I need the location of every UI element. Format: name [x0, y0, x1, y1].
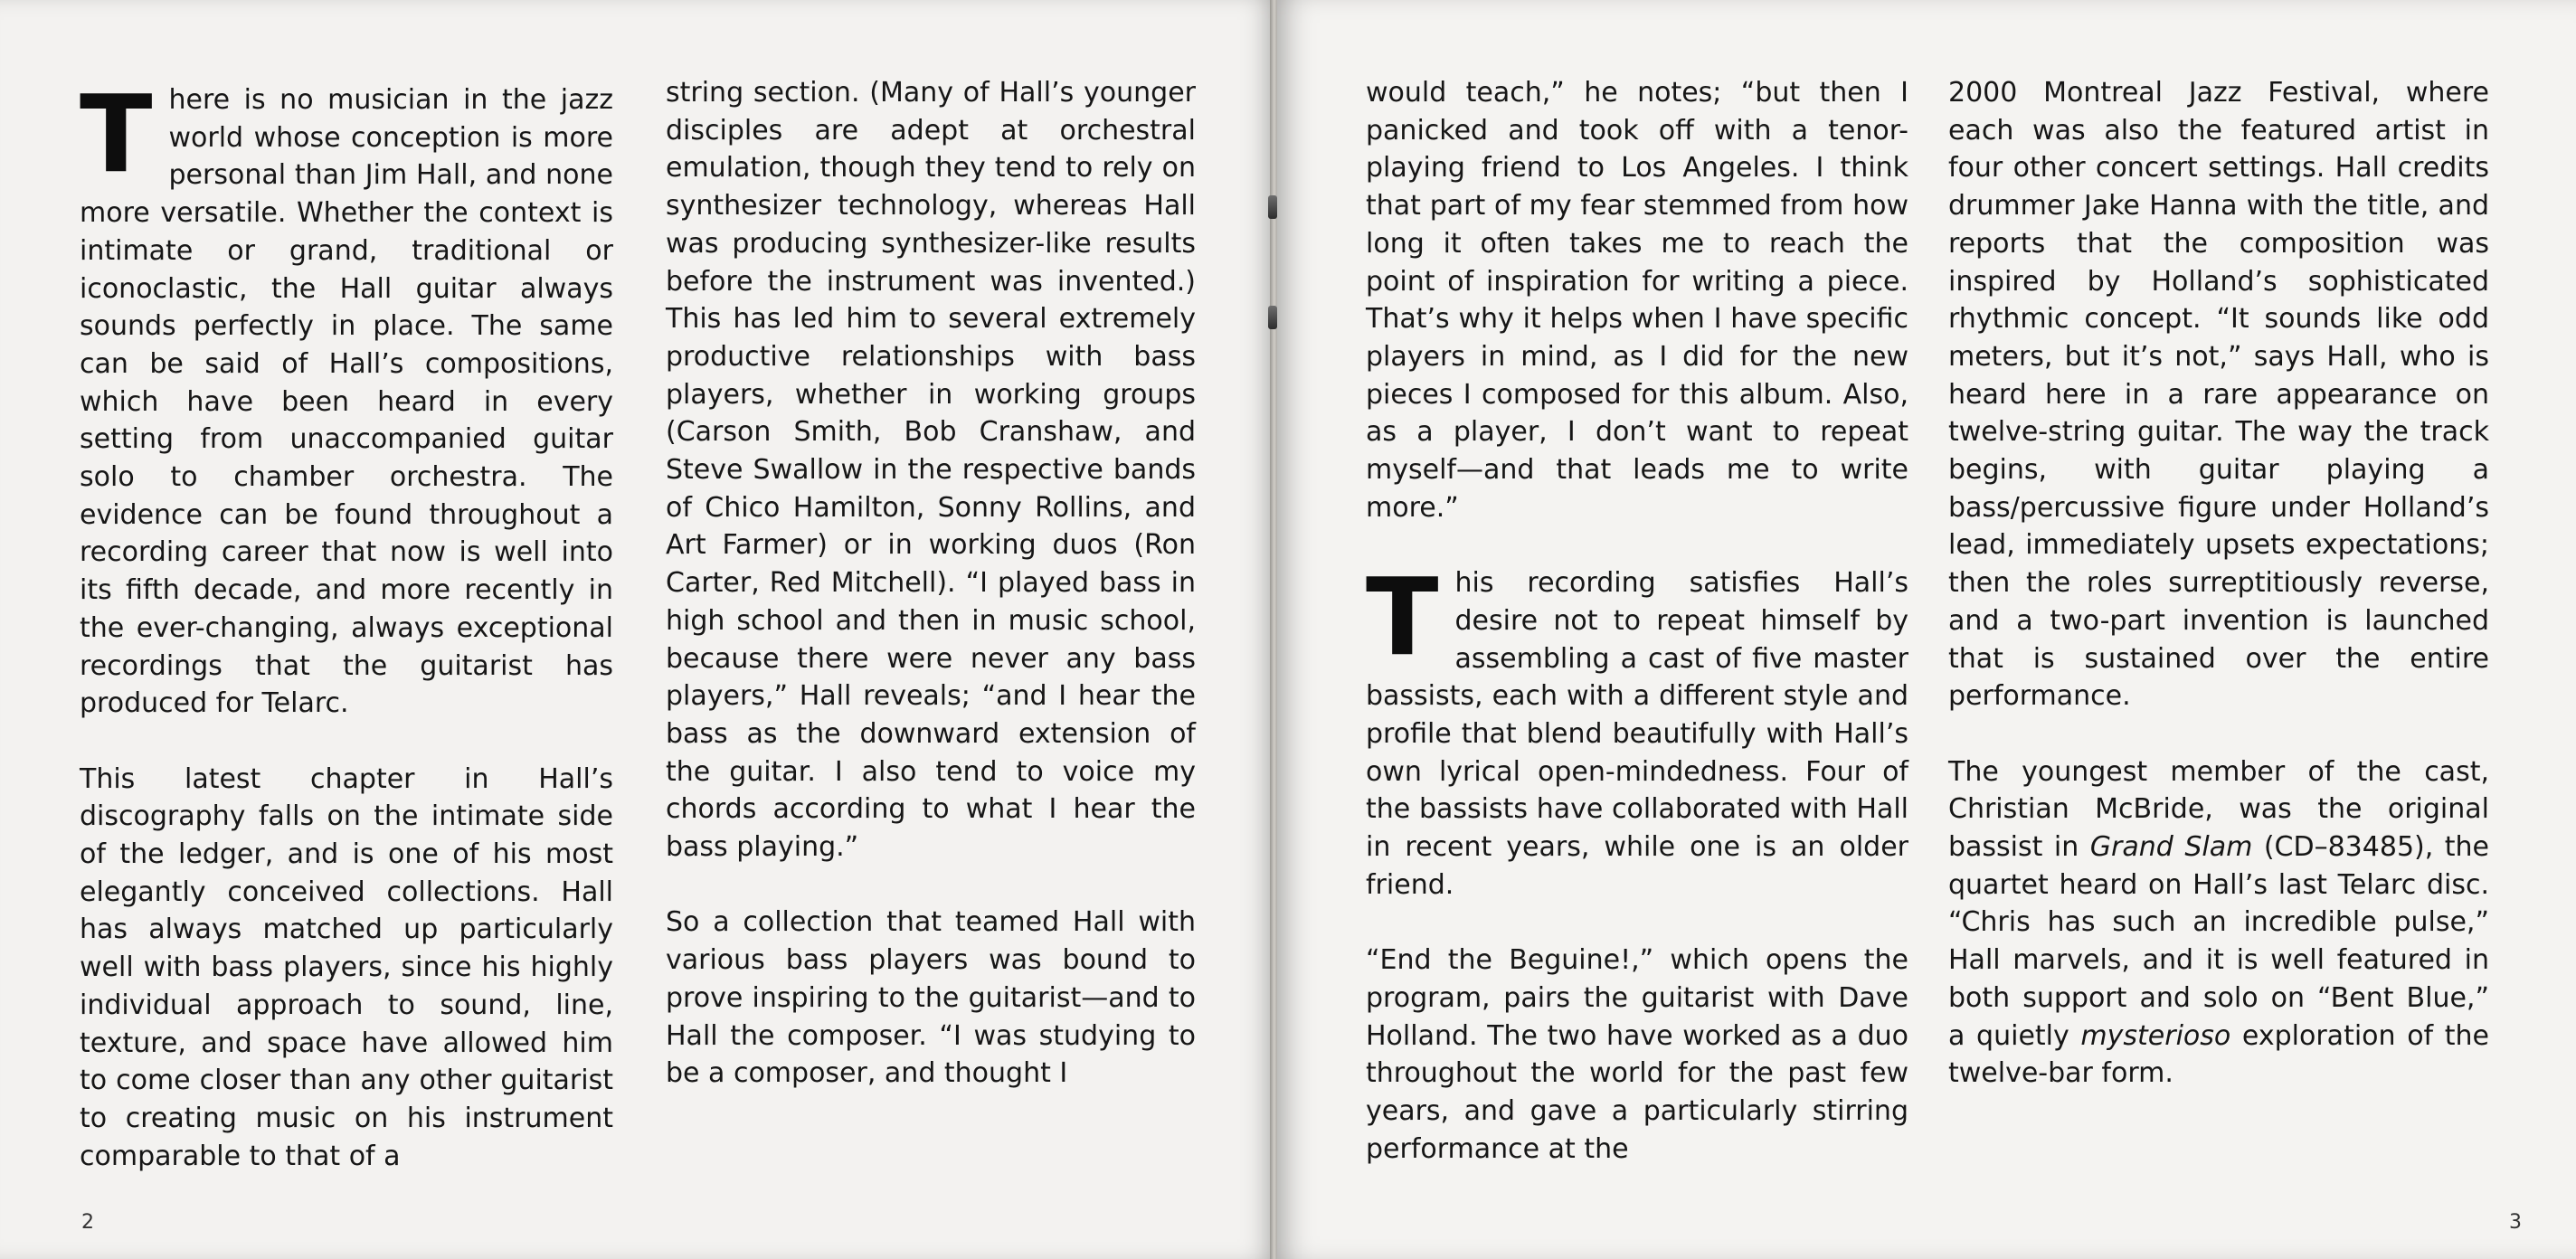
paragraph — [1948, 753, 2489, 1093]
left-page — [0, 0, 1274, 1259]
italic-term: mysterioso — [2080, 1019, 2231, 1052]
paragraph-text: his recording satisfies Hall’s desire not to repeat himself by assembling a cast of five master bassists, each with a different style and profile that blend beautifully with Hall’s own lyrical open-mindedness. Four of the bassists have collaborated with Hall in recent years, while one is an older friend. — [1366, 567, 1908, 901]
paragraph: 2000 Montreal Jazz Festival, where each was also the featured artist in four other concert settings. Hall credits drummer Jake Hanna with the title, and reports that the composition was inspired by Holland’s sophisticated rhythmic concept. “It sounds like odd meters, but it’s not,” says Hall, who is heard here in a rare appearance on twelve-string guitar. The way the track begins, with guitar playing a bass/percussive figure under Holland’s lead, immediately upsets expectations; then the roles surreptitiously reverse, and a two-part invention is launched that is sustained over the entire performance. — [1948, 77, 2489, 713]
paragraph — [80, 71, 613, 723]
paragraph: This latest chapter in Hall’s discography falls on the intimate side of the ledger, and is one of his most elegantly conceived collections. Hall has always matched up particularly well with bass players, since his highly individual approach to sound, line, texture, and space have allowed him to come closer than any other guitarist to creating music on his instrument comparable to that of a — [80, 762, 613, 1172]
page-number-left: 2 — [81, 1211, 94, 1234]
paragraph-text: here is no musician in the jazz world whose conception is more personal than Jim Hall, and none more versatile. Whether the context is intimate or grand, traditional or iconoclastic, the Hall guitar always sounds perfectly in place. The same can be said of Hall’s compositions, which have been heard in every setting from unaccompanied guitar solo to chamber orchestra. The evidence can be found throughout a recording career that now is well into its fifth decade, and more recently in the ever-changing, always exceptional recordings that the guitarist has produced for Telarc. — [80, 84, 613, 720]
drop-cap: T — [80, 71, 153, 196]
paragraph: would teach,” he notes; “but then I panicked and took off with a tenor-playing friend to Los Angeles. I think that part of my fear stemmed from how long it often takes me to reach the point of inspiration for writing a piece. That’s why it helps when I have specific players in mind, as I did for the new pieces I composed for this album. Also, as a player, I don’t want to repeat myself—and that leads me to write more.” — [1366, 77, 1908, 524]
paragraph — [1366, 554, 1908, 904]
right-column-2 — [1948, 74, 2489, 1093]
text-run: (CD–83485), the quartet heard on Hall’s last Telarc disc. “Chris has such an incredible pulse,” Hall marvels, and it is well featured in both support and solo on “Bent Blue,” a quietly — [1948, 831, 2490, 1052]
left-column-1 — [80, 71, 613, 1175]
staple — [1268, 306, 1277, 329]
album-title: Grand Slam — [2089, 831, 2253, 864]
paragraph: string section. (Many of Hall’s younger disciples are adept at orchestral emulation, though they tend to rely on synthesizer technology, whereas Hall was producing synthesizer-like results before the instrument was invented.) This has led him to several extremely productive relationships with bass players, whether in working groups (Carson Smith, Bob Cranshaw, and Steve Swallow in the respective bands of Chico Hamilton, Sonny Rollins, and Art Farmer) or in working duos (Ron Carter, Red Mitchell). “I played bass in high school and then in music school, because there were never any bass players,” Hall reveals; “and I hear the bass as the downward extension of the guitar. I also tend to voice my chords according to what I hear the bass playing.” — [666, 77, 1196, 864]
paragraph: “End the Beguine!,” which opens the program, pairs the guitarist with Dave Holland. The two have worked as a duo throughout the world for the past few years, and gave a particularly stirring performance at the — [1366, 944, 1908, 1165]
right-column-1 — [1366, 74, 1908, 1168]
left-column-2 — [666, 74, 1196, 1093]
text-run: The youngest member of the cast, Christian McBride, was the original bassist in — [1948, 755, 2489, 864]
text-run: exploration of the twelve-bar form. — [1948, 1019, 2490, 1090]
page-number-right: 3 — [2509, 1211, 2522, 1234]
paragraph: So a collection that teamed Hall with various bass players was bound to prove inspiring to the guitarist—and to Hall the composer. “I was studying to be a composer, and thought I — [666, 906, 1196, 1090]
drop-cap: T — [1366, 554, 1439, 680]
staple — [1268, 195, 1277, 219]
right-page — [1277, 0, 2576, 1259]
